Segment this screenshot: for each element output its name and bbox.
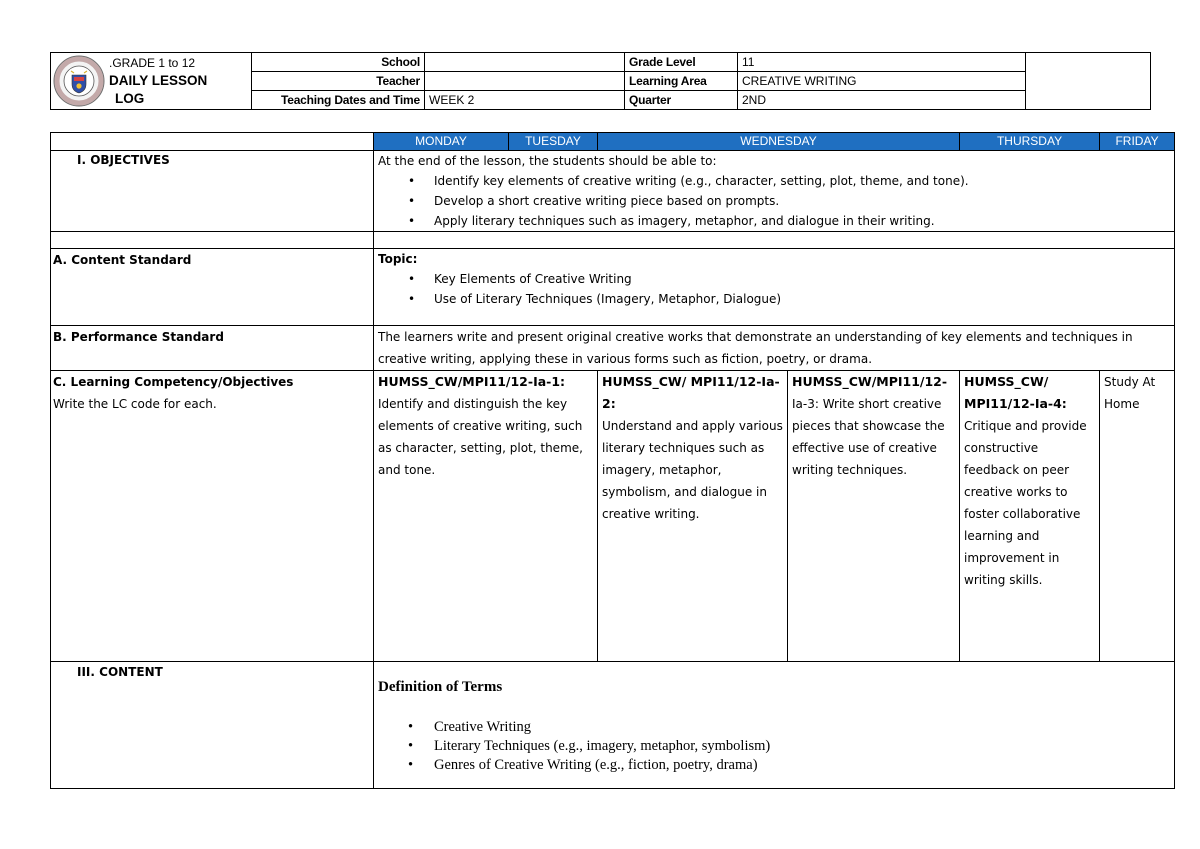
dates-field[interactable]: WEEK 2 bbox=[425, 91, 625, 110]
objectives-spacer-row bbox=[51, 232, 1175, 249]
content-row bbox=[51, 662, 1175, 789]
day-monday: MONDAY bbox=[374, 133, 509, 151]
dates-label: Teaching Dates and Time bbox=[252, 91, 425, 110]
list-item: • Creative Writing bbox=[434, 718, 1170, 737]
deped-seal-icon bbox=[53, 55, 105, 107]
list-item: • Apply literary techniques such as imagery, metaphor, and dialogue in their writing. bbox=[434, 211, 1170, 231]
topic-list bbox=[378, 269, 1170, 309]
learning-area-field[interactable]: CREATIVE WRITING bbox=[738, 72, 1026, 91]
competency-thursday bbox=[960, 371, 1100, 662]
list-item: • Identify key elements of creative writing (e.g., character, setting, plot, theme, and tone). bbox=[434, 171, 1170, 191]
log-title-line1: DAILY LESSON bbox=[109, 73, 208, 88]
content-body bbox=[374, 662, 1175, 789]
teacher-label: Teacher bbox=[252, 72, 425, 91]
day-friday: FRIDAY bbox=[1100, 133, 1175, 151]
day-wednesday: WEDNESDAY bbox=[598, 133, 960, 151]
grade-level-label: Grade Level bbox=[625, 53, 738, 72]
topic-label: Topic: bbox=[378, 252, 418, 266]
day-header-blank bbox=[51, 133, 374, 151]
quarter-field[interactable]: 2ND bbox=[738, 91, 1026, 110]
competency-friday bbox=[1100, 371, 1175, 662]
objectives-spacer-right bbox=[374, 232, 1175, 249]
lc-code-tuesday: HUMSS_CW/ MPI11/12-Ia-2: bbox=[602, 374, 780, 411]
objectives-body bbox=[374, 151, 1175, 232]
lc-text-monday: Identify and distinguish the key elements of creative writing, such as character, setting, plot, theme, and tone. bbox=[378, 397, 583, 477]
objectives-label: I. OBJECTIVES bbox=[51, 151, 374, 232]
day-tuesday: TUESDAY bbox=[509, 133, 598, 151]
header-table bbox=[50, 52, 1151, 110]
performance-standard-label: B. Performance Standard bbox=[51, 326, 374, 371]
objectives-row bbox=[51, 151, 1175, 232]
competency-sublabel: Write the LC code for each. bbox=[53, 397, 217, 411]
list-item: • Develop a short creative writing piece based on prompts. bbox=[434, 191, 1170, 211]
content-label: III. CONTENT bbox=[51, 662, 374, 789]
header-blank-cell bbox=[1026, 53, 1151, 110]
lesson-table bbox=[50, 132, 1175, 789]
content-standard-label: A. Content Standard bbox=[51, 249, 374, 326]
objectives-intro: At the end of the lesson, the students should be able to: bbox=[378, 154, 717, 168]
teacher-field[interactable] bbox=[425, 72, 625, 91]
competency-monday bbox=[374, 371, 598, 662]
lc-text-thursday: Critique and provide constructive feedback on peer creative works to foster collaborative learning and improvement in writing skills. bbox=[964, 419, 1087, 587]
school-field[interactable] bbox=[425, 53, 625, 72]
competency-tuesday bbox=[598, 371, 788, 662]
log-title-line2: LOG bbox=[115, 91, 145, 106]
list-item: • Genres of Creative Writing (e.g., fiction, poetry, drama) bbox=[434, 756, 1170, 775]
day-thursday: THURSDAY bbox=[960, 133, 1100, 151]
list-item: • Key Elements of Creative Writing bbox=[434, 269, 1170, 289]
grade-level-field[interactable]: 11 bbox=[738, 53, 1026, 72]
objectives-spacer-left bbox=[51, 232, 374, 249]
day-header-row bbox=[51, 133, 1175, 151]
objectives-list bbox=[378, 171, 1170, 231]
lc-code-wednesday: HUMSS_CW/MPI11/12- bbox=[792, 374, 948, 389]
competency-label-cell bbox=[51, 371, 374, 662]
content-standard-row bbox=[51, 249, 1175, 326]
lc-code-thursday: HUMSS_CW/ MPI11/12-Ia-4: bbox=[964, 374, 1067, 411]
learning-area-label: Learning Area bbox=[625, 72, 738, 91]
competency-row bbox=[51, 371, 1175, 662]
lc-text-tuesday: Understand and apply various literary techniques such as imagery, metaphor, symbolism, and dialogue in creative writing. bbox=[602, 419, 783, 521]
competency-wednesday bbox=[788, 371, 960, 662]
list-item: • Literary Techniques (e.g., imagery, metaphor, symbolism) bbox=[434, 737, 1170, 756]
lc-text-wednesday: Ia-3: Write short creative pieces that showcase the effective use of creative writing techniques. bbox=[792, 397, 945, 477]
logo-cell bbox=[51, 53, 252, 110]
performance-standard-text: The learners write and present original creative works that demonstrate an understanding of key elements and techniques in creative writing, applying these in various forms such as fiction, poetry, or drama. bbox=[374, 326, 1175, 371]
quarter-label: Quarter bbox=[625, 91, 738, 110]
list-item: • Use of Literary Techniques (Imagery, Metaphor, Dialogue) bbox=[434, 289, 1170, 309]
lc-code-monday: HUMSS_CW/MPI11/12-Ia-1: bbox=[378, 374, 566, 389]
performance-standard-row bbox=[51, 326, 1175, 371]
school-label: School bbox=[252, 53, 425, 72]
lc-text-friday: Study At Home bbox=[1104, 375, 1156, 411]
content-standard-body bbox=[374, 249, 1175, 326]
definition-heading: Definition of Terms bbox=[378, 679, 503, 695]
definition-list bbox=[378, 718, 1170, 775]
competency-label: C. Learning Competency/Objectives bbox=[53, 375, 294, 389]
grade-range: .GRADE 1 to 12 bbox=[109, 56, 196, 70]
